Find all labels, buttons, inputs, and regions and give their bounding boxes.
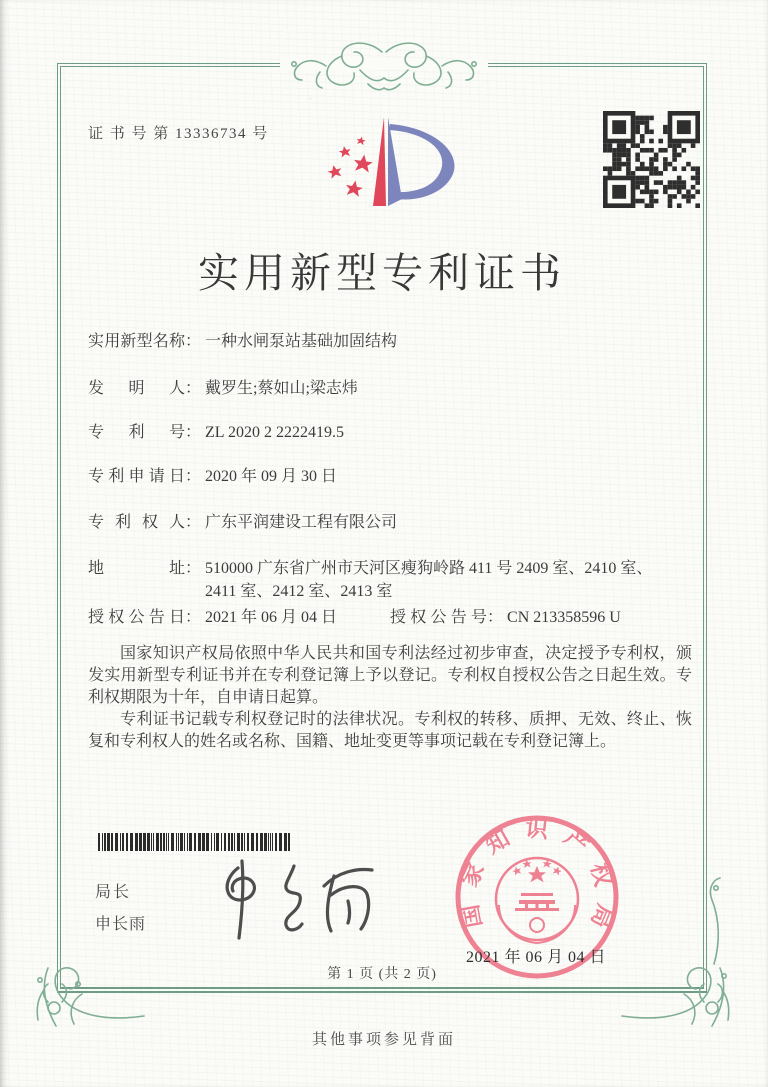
legal-paragraph-2: 专利证书记载专利权登记时的法律状况。专利权的转移、质押、无效、终止、恢复和专利权人的姓名或名称、国籍、地址变更等事项记载在专利登记簿上。 [88,711,692,750]
field-row-name [88,330,397,353]
field-label: 授权公告日 [88,609,185,626]
field-label: 专利号 [88,424,185,441]
svg-text:国家知识产权局 [455,816,620,945]
colon: ： [185,514,202,531]
field-row-patent-number [88,421,344,444]
legal-text [88,643,692,753]
corner-ornament-left [26,922,148,1032]
field-row-filing-date [88,465,337,488]
colon: ： [487,609,504,626]
director-signature [202,856,397,946]
colon: ： [185,380,202,397]
field-value: 戴罗生;蔡如山;梁志炜 [205,380,358,397]
field-value: 510000 广东省广州市天河区瘦狗岭路 411 号 2409 室、2410 室、2411 室、2412 室、2413 室 [205,560,653,600]
seal-ring-text: 国家知识产权局 [454,815,620,945]
field-row-patentee [88,511,397,534]
top-flourish-ornament [264,36,504,98]
field-value: CN 213358596 U [507,609,621,626]
field-group-grant-number [390,606,621,629]
field-row-address [88,557,683,603]
field-row-grant [88,606,708,629]
certificate-title: 实用新型专利证书 [198,250,566,296]
field-label: 地址 [88,560,185,577]
colon: ： [185,609,202,626]
field-value: 广东平润建设工程有限公司 [205,514,398,531]
signer-title: 局长 [95,884,132,901]
field-value: ZL 2020 2 2222419.5 [205,424,344,441]
page-indicator: 第 1 页 (共 2 页) [327,967,437,982]
seal-date: 2021 年 06 月 04 日 [466,949,607,966]
national-emblem [496,858,578,943]
field-value: 2021 年 06 月 04 日 [205,609,338,626]
field-row-inventor [88,377,358,400]
legal-paragraph-1: 国家知识产权局依照中华人民共和国专利法经过初步审查，决定授予专利权，颁发实用新型专利证书并在专利登记簿上予以登记。专利权自授权公告之日起生效。专利权期限为十年，自申请日起算。 [88,645,692,706]
corner-ornament-right [616,872,742,1032]
field-label: 专利权人 [88,514,185,531]
field-value: 一种水闸泵站基础加固结构 [205,333,398,350]
field-label: 发明人 [88,380,185,397]
field-value: 2020 年 09 月 30 日 [205,468,338,485]
barcode [98,833,295,851]
certificate-number: 证 书 号 第 13336734 号 [88,126,269,142]
field-label: 授权公告号 [390,609,487,626]
signer-name: 申长雨 [95,916,147,933]
colon: ： [185,468,202,485]
colon: ： [185,424,202,441]
cnipa-logo-icon [310,98,468,228]
back-note: 其他事项参见背面 [311,1032,456,1048]
field-label: 专利申请日 [88,468,185,485]
colon: ： [185,333,202,350]
qr-code [603,111,700,208]
colon: ： [185,560,202,577]
field-label: 实用新型名称 [88,333,185,350]
